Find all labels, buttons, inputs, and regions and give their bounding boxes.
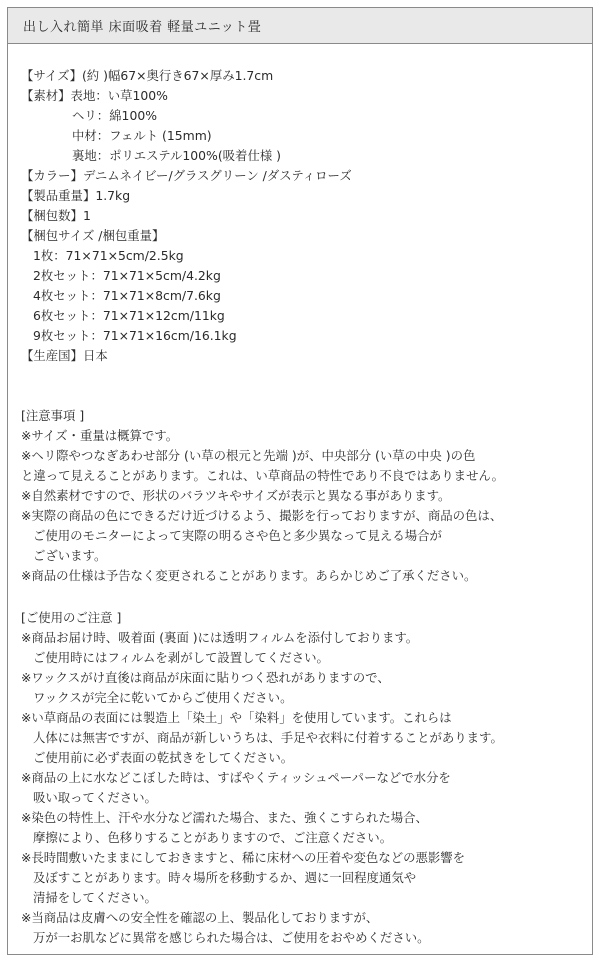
product-info-box	[7, 7, 593, 955]
notes-line: と違って見えることがあります。これは、い草商品の特性であり不良ではありません。	[21, 468, 504, 483]
usage-line: 摩擦により、色移りすることがありますので、ご注意ください。	[33, 830, 393, 845]
notes-line: ※ヘリ際やつなぎあわせ部分 (い草の根元と先端 )が、中央部分 (い草の中央 )の色	[21, 448, 476, 463]
spec-package-2: 2枚セット：71×71×5cm/4.2kg	[33, 268, 221, 283]
usage-line: ※商品お届け時、吸着面 (裏面 )には透明フィルムを添付しております。	[21, 630, 419, 645]
spec-package-heading: 【梱包サイズ /梱包重量】	[21, 228, 165, 243]
spec-origin: 【生産国】日本	[21, 348, 108, 363]
spec-package-count: 【梱包数】1	[21, 208, 91, 223]
notes-line: ご使用のモニターによって実際の明るさや色と多少異なって見える場合が	[33, 528, 442, 543]
notes-line: ※サイズ・重量は概算です。	[21, 428, 179, 443]
usage-line: 人体には無害ですが、商品が新しいうちは、手足や衣料に付着することがあります。	[33, 730, 503, 745]
notes-line: ※実際の商品の色にできるだけ近づけるよう、撮影を行っておりますが、商品の色は、	[21, 508, 503, 523]
notes-heading: [注意事項 ]	[21, 408, 85, 423]
usage-line: 清掃をしてください。	[33, 890, 157, 905]
spec-package-6: 6枚セット：71×71×12cm/11kg	[33, 308, 225, 323]
spec-weight: 【製品重量】1.7kg	[21, 188, 131, 203]
usage-line: ※当商品は皮膚への安全性を確認の上、製品化しておりますが、	[21, 910, 379, 925]
spec-color: 【カラー】デニムネイビー/グラスグリーン /ダスティローズ	[21, 168, 352, 183]
spec-material-back: 裏地：ポリエステル100%(吸着仕様 )	[72, 148, 281, 163]
usage-line: 吸い取ってください。	[33, 790, 157, 805]
usage-line: 及ぼすことがあります。時々場所を移動するか、週に一回程度通気や	[33, 870, 417, 885]
usage-line: ご使用時にはフィルムを剥がして設置してください。	[33, 650, 329, 665]
spec-package-4: 4枚セット：71×71×8cm/7.6kg	[33, 288, 221, 303]
usage-line: ※商品の上に水などこぼした時は、すばやくティッシュペーパーなどで水分を	[21, 770, 451, 785]
product-title: 出し入れ簡単 床面吸着 軽量ユニット畳	[23, 20, 262, 35]
notes-line: ※自然素材ですので、形状のバラツキやサイズが表示と異なる事があります。	[21, 488, 451, 503]
product-title-bar	[8, 8, 592, 44]
spec-material-edge: ヘリ：綿100%	[72, 108, 157, 123]
usage-line: ※長時間敷いたままにしておきますと、稀に床材への圧着や変色などの悪影響を	[21, 850, 466, 865]
notes-line: ございます。	[33, 548, 107, 563]
usage-line: ※ワックスがけ直後は商品が床面に貼りつく恐れがありますので、	[21, 670, 390, 685]
spec-package-9: 9枚セット：71×71×16cm/16.1kg	[33, 328, 237, 343]
usage-line: ※い草商品の表面には製造上「染土」や「染料」を使用しています。これらは	[21, 710, 452, 725]
usage-line: ※染色の特性上、汗や水分など濡れた場合、また、強くこすられた場合、	[21, 810, 428, 825]
spec-material-core: 中材：フェルト (15mm)	[72, 128, 212, 143]
usage-line: ご使用前に必ず表面の乾拭きをしてください。	[33, 750, 294, 765]
notes-line: ※商品の仕様は予告なく変更されることがあります。あらかじめご了承ください。	[21, 568, 477, 583]
spec-size: 【サイズ】(約 )幅67×奥行き67×厚み1.7cm	[21, 68, 274, 83]
spec-package-1: 1枚：71×71×5cm/2.5kg	[33, 248, 184, 263]
usage-line: ワックスが完全に乾いてからご使用ください。	[33, 690, 293, 705]
usage-heading: [ご使用のご注意 ]	[21, 610, 122, 625]
spec-material: 【素材】表地：い草100%	[21, 88, 168, 103]
usage-line: 万が一お肌などに異常を感じられた場合は、ご使用をおやめください。	[33, 930, 430, 945]
